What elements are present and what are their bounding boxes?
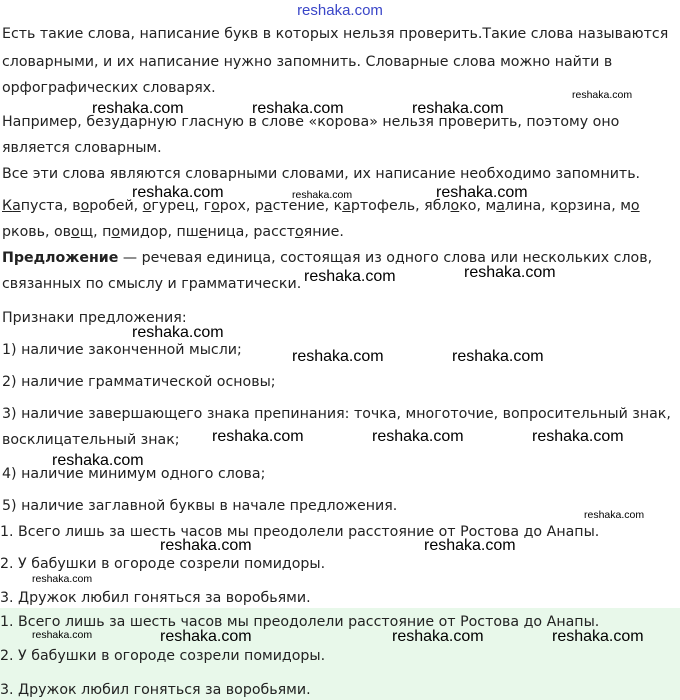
word-text: рковь, ов — [2, 224, 72, 240]
sign-item: 1) наличие законченной мысли; — [2, 342, 242, 358]
underlined-letter: о — [71, 224, 80, 240]
watermark: reshaka.com — [212, 428, 304, 445]
paragraph-line: Например, безударную гласную в слове «корова» нельзя проверить, поэтому оно — [2, 114, 620, 130]
underlined-letter: о — [211, 198, 220, 214]
underlined-letter: а — [342, 198, 351, 214]
definition-text: — речевая единица, состоящая из одного слова или нескольких слов, — [118, 250, 653, 266]
paragraph-line: является словарным. — [2, 140, 162, 156]
paragraph-line: орфографических словарях. — [2, 80, 216, 96]
watermark: reshaka.com — [372, 428, 464, 445]
watermark: reshaka.com — [436, 184, 528, 201]
sign-item: 2) наличие грамматической основы; — [2, 374, 276, 390]
watermark: reshaka.com — [132, 324, 224, 341]
word-text: ница, расст — [207, 224, 295, 240]
watermark: reshaka.com — [452, 348, 544, 365]
underlined-letter: о — [142, 198, 152, 214]
signs-title: Признаки предложения: — [2, 310, 187, 326]
word-text: мидор, пш — [120, 224, 199, 240]
underlined-letter: е — [198, 224, 208, 240]
word-text: рох, р — [219, 198, 264, 214]
watermark: reshaka.com — [160, 537, 252, 554]
word-text: пуста, в — [20, 198, 81, 214]
underlined-letter: а — [12, 198, 21, 214]
underlined-letter: о — [111, 224, 121, 240]
paragraph-line: Есть такие слова, написание букв в которых нельзя проверить.Такие слова называются — [2, 26, 669, 42]
watermark: reshaka.com — [552, 628, 644, 645]
definition-term: Предложение — [2, 250, 119, 266]
watermark: reshaka.com — [464, 264, 556, 281]
underlined-letter: о — [630, 198, 640, 214]
paragraph-line: Все эти слова являются словарными словами, их написание необходимо запомнить. — [2, 166, 641, 182]
word-text: рзина, м — [567, 198, 631, 214]
watermark: reshaka.com — [412, 100, 504, 117]
word-text: яние. — [303, 224, 344, 240]
answer-sentence-line: 3. Дружок любил гоняться за воробьями. — [0, 682, 311, 698]
watermark: reshaka.com — [532, 428, 624, 445]
sign-item: 3) наличие завершающего знака препинания: точка, многоточие, вопросительный знак, — [2, 406, 671, 422]
underlined-letter: о — [80, 198, 90, 214]
sentence-line: 2. У бабушки в огороде созрели помидоры. — [0, 556, 326, 572]
sign-item: 5) наличие заглавной буквы в начале предложения. — [2, 498, 398, 514]
watermark: reshaka.com — [252, 100, 344, 117]
sign-item: 4) наличие минимум одного слова; — [2, 466, 266, 482]
sign-item: восклицательный знак; — [2, 432, 180, 448]
word-text: лина, к — [504, 198, 559, 214]
underlined-letter: а — [496, 198, 505, 214]
sentence-line: 1. Всего лишь за шесть часов мы преодолели расстояние от Ростова до Анапы. — [0, 524, 600, 540]
underlined-letter: а — [263, 198, 273, 214]
underlined-letter: К — [2, 198, 13, 214]
word-text: стение, к — [272, 198, 343, 214]
word-text: робей, — [89, 198, 143, 214]
word-text: ко, м — [459, 198, 497, 214]
watermark: reshaka.com — [160, 628, 252, 645]
watermark: reshaka.com — [292, 189, 353, 201]
watermark: reshaka.com — [584, 509, 645, 521]
word-text: ртофель, ябл — [350, 198, 451, 214]
watermark: reshaka.com — [132, 184, 224, 201]
watermark: reshaka.com — [572, 89, 633, 101]
watermark: reshaka.com — [32, 573, 93, 585]
watermark: reshaka.com — [304, 268, 396, 285]
site-header-link[interactable]: reshaka.com — [297, 2, 383, 19]
paragraph-line: словарными, и их написание нужно запомнить. Словарные слова можно найти в — [2, 54, 613, 70]
watermark: reshaka.com — [32, 629, 93, 641]
definition-line: связанных по смыслу и грамматически. — [2, 276, 302, 292]
dictionary-words-line — [2, 222, 344, 242]
sentence-line: 3. Дружок любил гоняться за воробьями. — [0, 590, 311, 606]
watermark: reshaka.com — [424, 537, 516, 554]
watermark: reshaka.com — [92, 100, 184, 117]
underlined-letter: о — [294, 224, 304, 240]
watermark: reshaka.com — [52, 452, 144, 469]
underlined-letter: о — [558, 198, 568, 214]
underlined-letter: о — [450, 198, 460, 214]
watermark: reshaka.com — [392, 628, 484, 645]
watermark: reshaka.com — [292, 348, 384, 365]
word-text: щ, п — [79, 224, 112, 240]
answer-sentence-line: 1. Всего лишь за шесть часов мы преодолели расстояние от Ростова до Анапы. — [0, 614, 600, 630]
answer-sentence-line: 2. У бабушки в огороде созрели помидоры. — [0, 648, 326, 664]
word-text: гурец, г — [151, 198, 212, 214]
